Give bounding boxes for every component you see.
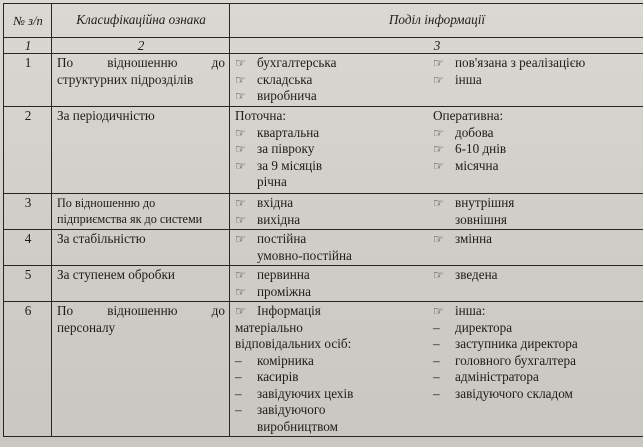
table-row [4, 107, 643, 194]
header-row [4, 4, 643, 38]
right-column [433, 231, 639, 264]
sign-rest: структурних підрозділів [57, 71, 194, 87]
hand-pointer-icon: ☞ [235, 142, 246, 156]
hand-pointer-icon: ☞ [433, 56, 444, 70]
item-label: директора [455, 319, 513, 335]
item-label: змінна [455, 231, 492, 246]
hand-pointer-icon: ☞ [433, 158, 444, 173]
hand-pointer-icon: ☞ [433, 125, 444, 140]
table-row [4, 266, 643, 302]
item-label: зведена [455, 267, 498, 282]
hand-pointer-icon: ☞ [433, 232, 444, 246]
dash-marker: – [235, 369, 242, 384]
group-title: Поточна: [235, 108, 286, 123]
row-division [230, 107, 643, 194]
index-cell: 3 [230, 38, 643, 54]
hand-pointer-icon: ☞ [235, 284, 246, 299]
sign-rest: персоналу [57, 319, 116, 335]
item-label: 6-10 днів [455, 141, 507, 156]
dash-marker: – [433, 385, 440, 401]
header-sign: Класифікаційна ознака [52, 4, 230, 38]
hand-pointer-icon: ☞ [235, 56, 246, 70]
item-label: квартальна [257, 124, 320, 140]
item-label: головного бухгалтера [455, 352, 576, 368]
group-title: Оперативна: [433, 108, 504, 123]
index-cell: 1 [4, 38, 52, 54]
sign-word: відношенню [107, 303, 178, 318]
hand-pointer-icon: ☞ [235, 196, 246, 210]
hand-pointer-icon: ☞ [235, 158, 246, 173]
right-column [433, 303, 639, 435]
right-column [433, 267, 639, 300]
item-label: інша [455, 71, 482, 87]
item-label: річна [257, 174, 287, 189]
item-label: завідуючого складом [455, 385, 573, 401]
row-sign [52, 54, 230, 107]
item-label: складська [257, 71, 313, 87]
row-sign: За стабільністю [52, 230, 230, 266]
hand-pointer-icon: ☞ [433, 196, 444, 210]
hand-pointer-icon: ☞ [235, 304, 246, 318]
left-column [235, 195, 433, 228]
hand-pointer-icon: ☞ [235, 72, 246, 87]
item-label: адміністратора [455, 369, 539, 384]
row-division [230, 302, 643, 437]
table-row [4, 230, 643, 266]
item-label: за 9 місяців [257, 157, 323, 173]
table-row [4, 54, 643, 107]
dash-marker: – [433, 352, 440, 368]
left-column [235, 55, 433, 105]
header-division: Поділ інформації [230, 4, 643, 38]
row-sign: По відношенню до підприємства як до системи [52, 194, 230, 230]
item-label: Інформація [257, 303, 321, 318]
sign-word: відношенню [107, 55, 178, 70]
item-label: комірника [257, 352, 314, 368]
row-num: 1 [4, 54, 52, 107]
dash-marker: – [235, 402, 242, 417]
hand-pointer-icon: ☞ [235, 125, 246, 140]
dash-marker: – [433, 319, 440, 335]
table-row [4, 194, 643, 230]
item-label: умовно-постійна [257, 247, 352, 263]
index-cell: 2 [52, 38, 230, 54]
sign-line [57, 55, 225, 72]
dash-marker: – [235, 385, 242, 401]
item-label: постійна [257, 231, 307, 246]
index-row [4, 38, 643, 54]
row-num: 4 [4, 230, 52, 266]
left-column [235, 108, 433, 191]
row-num: 3 [4, 194, 52, 230]
item-label: заступника директора [455, 336, 578, 351]
item-label: вихідна [257, 211, 301, 227]
classification-table [3, 3, 643, 437]
dash-marker: – [433, 369, 440, 384]
hand-pointer-icon: ☞ [433, 72, 444, 87]
item-label: інша: [455, 303, 486, 318]
item-label: завідуючого виробництвом [257, 402, 338, 434]
right-column [433, 195, 639, 228]
sign-word: По [57, 303, 74, 318]
hand-pointer-icon: ☞ [433, 268, 444, 282]
left-column [235, 267, 433, 300]
item-label: бухгалтерська [257, 55, 337, 70]
item-label: місячна [455, 157, 499, 173]
row-division [230, 54, 643, 107]
sign-word: до [211, 55, 225, 70]
row-num: 6 [4, 302, 52, 437]
header-num: № з/п [4, 4, 52, 38]
right-column [433, 108, 639, 191]
row-division [230, 230, 643, 266]
right-column [433, 55, 639, 105]
hand-pointer-icon: ☞ [433, 142, 444, 156]
hand-pointer-icon: ☞ [235, 268, 246, 282]
left-column [235, 231, 433, 264]
item-label: проміжна [257, 283, 312, 299]
item-label: внутрішня [455, 195, 515, 210]
dash-marker: – [235, 352, 242, 368]
group-title: матеріально відповідальних осіб: [235, 319, 352, 351]
row-sign: За ступенем обробки [52, 266, 230, 302]
item-label: завідуючих цехів [257, 385, 354, 401]
sign-word: до [211, 303, 225, 318]
item-label: за півроку [257, 141, 315, 156]
hand-pointer-icon: ☞ [235, 232, 246, 246]
row-division [230, 194, 643, 230]
item-label: первинна [257, 267, 310, 282]
item-label: зовнішня [455, 211, 507, 227]
row-sign: За періодичністю [52, 107, 230, 194]
table-row [4, 302, 643, 437]
sign-line [57, 303, 225, 320]
item-label: вхідна [257, 195, 294, 210]
hand-pointer-icon: ☞ [235, 89, 246, 103]
item-label: касирів [257, 369, 299, 384]
item-label: виробнича [257, 88, 317, 103]
row-num: 5 [4, 266, 52, 302]
sign-word: По [57, 55, 74, 70]
dash-marker: – [433, 336, 440, 351]
hand-pointer-icon: ☞ [433, 304, 444, 318]
row-num: 2 [4, 107, 52, 194]
left-column [235, 303, 433, 435]
row-division [230, 266, 643, 302]
row-sign [52, 302, 230, 437]
item-label: добова [455, 124, 494, 140]
hand-pointer-icon: ☞ [235, 212, 246, 227]
item-label: пов'язана з реалізацією [455, 55, 586, 70]
